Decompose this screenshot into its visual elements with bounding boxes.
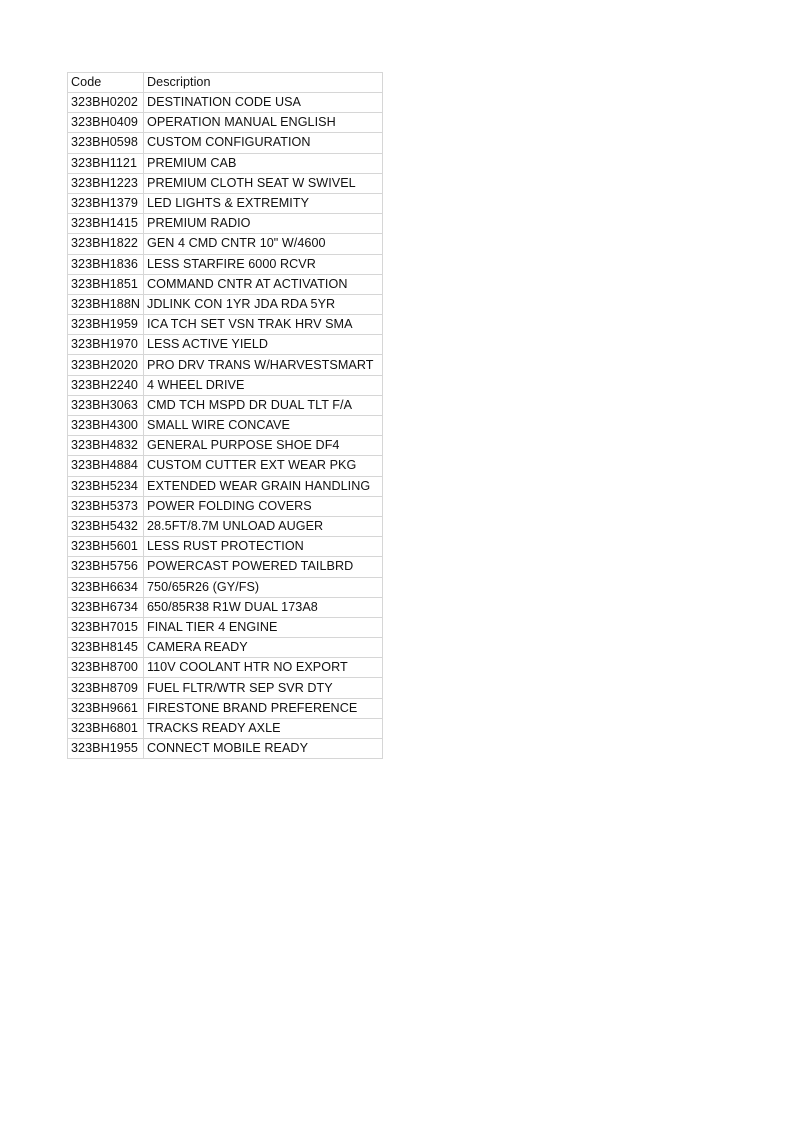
code-cell: 323BH1822 — [68, 234, 144, 254]
code-cell: 323BH5373 — [68, 496, 144, 516]
description-cell: SMALL WIRE CONCAVE — [144, 416, 383, 436]
table-row — [68, 456, 383, 476]
code-cell: 323BH4300 — [68, 416, 144, 436]
code-cell: 323BH1836 — [68, 254, 144, 274]
description-cell: POWER FOLDING COVERS — [144, 496, 383, 516]
table-row — [68, 153, 383, 173]
table-row — [68, 476, 383, 496]
code-cell: 323BH1851 — [68, 274, 144, 294]
description-cell: PREMIUM CAB — [144, 153, 383, 173]
code-cell: 323BH8709 — [68, 678, 144, 698]
description-cell: TRACKS READY AXLE — [144, 718, 383, 738]
description-cell: PRO DRV TRANS W/HARVESTSMART — [144, 355, 383, 375]
table-row — [68, 395, 383, 415]
code-cell: 323BH1955 — [68, 739, 144, 759]
description-cell: LESS STARFIRE 6000 RCVR — [144, 254, 383, 274]
description-cell: CONNECT MOBILE READY — [144, 739, 383, 759]
code-cell: 323BH1379 — [68, 193, 144, 213]
description-cell: OPERATION MANUAL ENGLISH — [144, 113, 383, 133]
description-cell: LED LIGHTS & EXTREMITY — [144, 193, 383, 213]
table-row — [68, 557, 383, 577]
description-cell: LESS ACTIVE YIELD — [144, 335, 383, 355]
table-header-row — [68, 73, 383, 93]
description-cell: GEN 4 CMD CNTR 10" W/4600 — [144, 234, 383, 254]
table-row — [68, 516, 383, 536]
description-cell: COMMAND CNTR AT ACTIVATION — [144, 274, 383, 294]
table-row — [68, 496, 383, 516]
table-row — [68, 274, 383, 294]
description-cell: EXTENDED WEAR GRAIN HANDLING — [144, 476, 383, 496]
description-cell: FINAL TIER 4 ENGINE — [144, 617, 383, 637]
column-header-description: Description — [144, 73, 383, 93]
table-row — [68, 638, 383, 658]
code-cell: 323BH4884 — [68, 456, 144, 476]
table-row — [68, 658, 383, 678]
code-cell: 323BH0202 — [68, 93, 144, 113]
table-row — [68, 577, 383, 597]
code-cell: 323BH5432 — [68, 516, 144, 536]
code-cell: 323BH6734 — [68, 597, 144, 617]
description-cell: JDLINK CON 1YR JDA RDA 5YR — [144, 294, 383, 314]
table-row — [68, 678, 383, 698]
table-row — [68, 718, 383, 738]
code-cell: 323BH2020 — [68, 355, 144, 375]
spreadsheet-page — [67, 72, 383, 759]
table-row — [68, 113, 383, 133]
description-cell: CAMERA READY — [144, 638, 383, 658]
table-row — [68, 375, 383, 395]
table-row — [68, 739, 383, 759]
table-row — [68, 173, 383, 193]
description-cell: LESS RUST PROTECTION — [144, 537, 383, 557]
code-cell: 323BH8145 — [68, 638, 144, 658]
code-cell: 323BH5601 — [68, 537, 144, 557]
table-row — [68, 597, 383, 617]
code-cell: 323BH0409 — [68, 113, 144, 133]
description-cell: FIRESTONE BRAND PREFERENCE — [144, 698, 383, 718]
column-header-code: Code — [68, 73, 144, 93]
code-cell: 323BH5234 — [68, 476, 144, 496]
table-row — [68, 436, 383, 456]
code-cell: 323BH1415 — [68, 214, 144, 234]
table-row — [68, 214, 383, 234]
description-cell: CMD TCH MSPD DR DUAL TLT F/A — [144, 395, 383, 415]
code-cell: 323BH8700 — [68, 658, 144, 678]
table-row — [68, 254, 383, 274]
description-cell: CUSTOM CONFIGURATION — [144, 133, 383, 153]
description-cell: PREMIUM RADIO — [144, 214, 383, 234]
table-body — [68, 93, 383, 759]
table-row — [68, 193, 383, 213]
table-row — [68, 93, 383, 113]
table-row — [68, 617, 383, 637]
description-cell: 28.5FT/8.7M UNLOAD AUGER — [144, 516, 383, 536]
description-cell: 750/65R26 (GY/FS) — [144, 577, 383, 597]
table-row — [68, 234, 383, 254]
description-cell: 110V COOLANT HTR NO EXPORT — [144, 658, 383, 678]
code-cell: 323BH0598 — [68, 133, 144, 153]
description-cell: 650/85R38 R1W DUAL 173A8 — [144, 597, 383, 617]
code-cell: 323BH3063 — [68, 395, 144, 415]
table-row — [68, 355, 383, 375]
table-row — [68, 698, 383, 718]
description-cell: GENERAL PURPOSE SHOE DF4 — [144, 436, 383, 456]
code-cell: 323BH6634 — [68, 577, 144, 597]
code-cell: 323BH1223 — [68, 173, 144, 193]
code-cell: 323BH188N — [68, 294, 144, 314]
description-cell: PREMIUM CLOTH SEAT W SWIVEL — [144, 173, 383, 193]
table-row — [68, 335, 383, 355]
table-row — [68, 315, 383, 335]
code-cell: 323BH7015 — [68, 617, 144, 637]
code-cell: 323BH1959 — [68, 315, 144, 335]
code-cell: 323BH5756 — [68, 557, 144, 577]
code-cell: 323BH1970 — [68, 335, 144, 355]
code-cell: 323BH2240 — [68, 375, 144, 395]
table-row — [68, 537, 383, 557]
description-cell: FUEL FLTR/WTR SEP SVR DTY — [144, 678, 383, 698]
table-row — [68, 416, 383, 436]
description-cell: DESTINATION CODE USA — [144, 93, 383, 113]
option-codes-table — [67, 72, 383, 759]
description-cell: ICA TCH SET VSN TRAK HRV SMA — [144, 315, 383, 335]
description-cell: 4 WHEEL DRIVE — [144, 375, 383, 395]
table-row — [68, 133, 383, 153]
description-cell: POWERCAST POWERED TAILBRD — [144, 557, 383, 577]
table-row — [68, 294, 383, 314]
code-cell: 323BH9661 — [68, 698, 144, 718]
code-cell: 323BH1121 — [68, 153, 144, 173]
description-cell: CUSTOM CUTTER EXT WEAR PKG — [144, 456, 383, 476]
code-cell: 323BH6801 — [68, 718, 144, 738]
code-cell: 323BH4832 — [68, 436, 144, 456]
